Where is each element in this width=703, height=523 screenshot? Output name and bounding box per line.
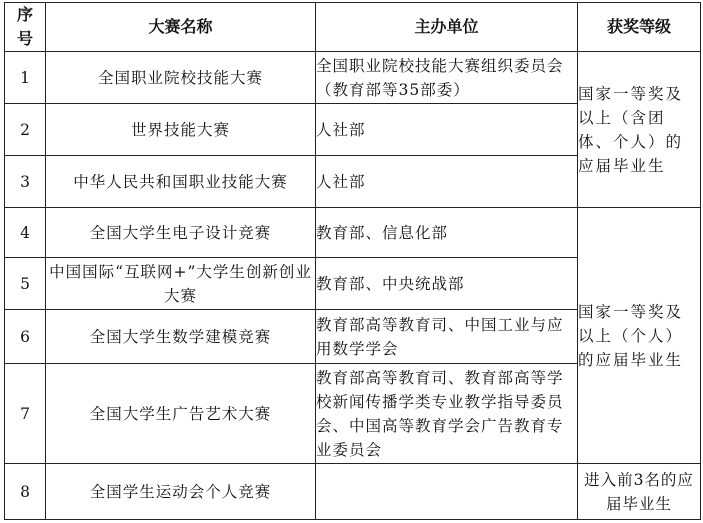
row-organizer: 教育部高等教育司、中国工业与应用数学学会 [316, 310, 578, 364]
row-organizer [316, 464, 578, 520]
table-row [5, 52, 701, 104]
award-level-group-2: 国家一等奖及以上（个人）的应届毕业生 [578, 208, 701, 464]
header-name: 大赛名称 [46, 3, 316, 52]
row-name: 中华人民共和国职业技能大赛 [46, 156, 316, 208]
row-organizer: 全国职业院校技能大赛组织委员会（教育部等35部委） [316, 52, 578, 104]
row-name: 世界技能大赛 [46, 104, 316, 156]
row-seq: 2 [5, 104, 46, 156]
row-organizer: 人社部 [316, 156, 578, 208]
table-row [5, 464, 701, 520]
row-name: 全国大学生数学建模竞赛 [46, 310, 316, 364]
header-level: 获奖等级 [578, 3, 701, 52]
row-organizer: 教育部高等教育司、教育部高等学校新闻传播学类专业教学指导委员会、中国高等教育学会广告教育专业委员会 [316, 364, 578, 464]
award-level-group-3: 进入前3名的应届毕业生 [578, 464, 701, 520]
row-organizer: 人社部 [316, 104, 578, 156]
table-row [5, 208, 701, 258]
award-level-group-1: 国家一等奖及以上（含团体、个人）的应届毕业生 [578, 52, 701, 208]
awards-table [4, 2, 701, 520]
row-name: 全国学生运动会个人竞赛 [46, 464, 316, 520]
header-seq: 序号 [5, 3, 46, 52]
header-row [5, 3, 701, 52]
row-name: 中国国际“互联网+”大学生创新创业大赛 [46, 258, 316, 310]
row-seq: 8 [5, 464, 46, 520]
row-name: 全国职业院校技能大赛 [46, 52, 316, 104]
row-seq: 5 [5, 258, 46, 310]
row-name: 全国大学生广告艺术大赛 [46, 364, 316, 464]
header-organizer: 主办单位 [316, 3, 578, 52]
row-seq: 1 [5, 52, 46, 104]
row-seq: 4 [5, 208, 46, 258]
row-organizer: 教育部、中央统战部 [316, 258, 578, 310]
row-organizer: 教育部、信息化部 [316, 208, 578, 258]
row-seq: 3 [5, 156, 46, 208]
row-seq: 7 [5, 364, 46, 464]
row-name: 全国大学生电子设计竞赛 [46, 208, 316, 258]
row-seq: 6 [5, 310, 46, 364]
